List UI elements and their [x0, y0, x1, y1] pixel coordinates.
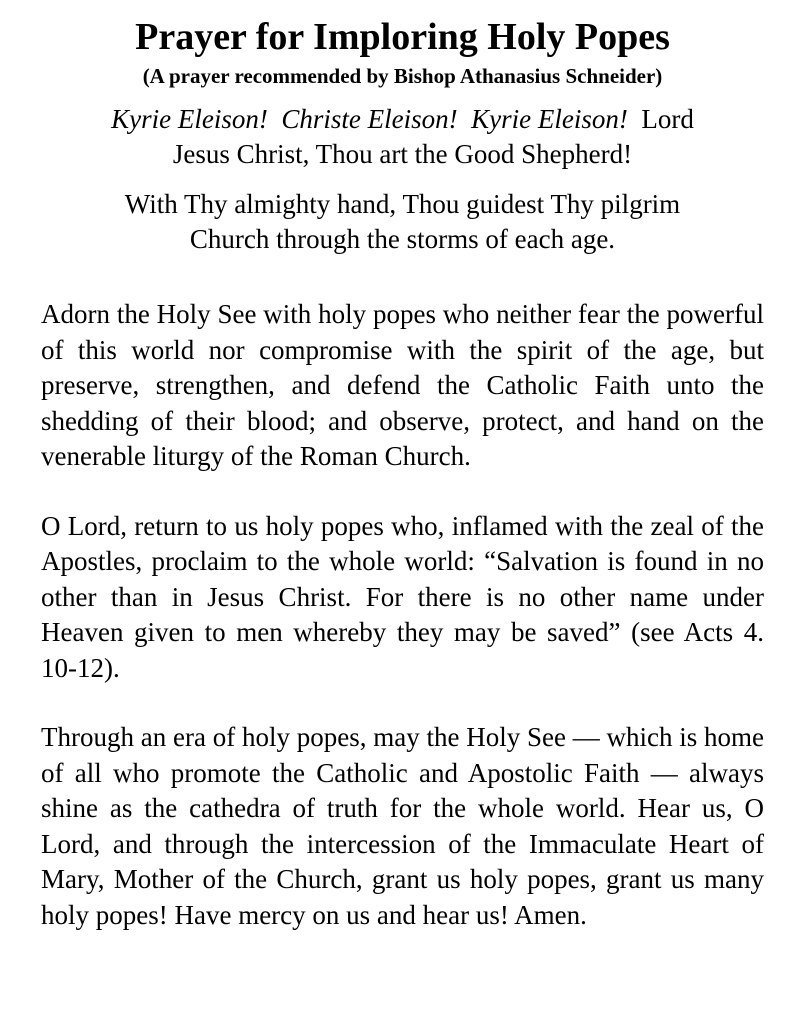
kyrie-eleison-text: Kyrie Eleison!	[111, 104, 268, 134]
page-subtitle: (A prayer recommended by Bishop Athanasius Schneider)	[142, 64, 663, 88]
kyrie-eleison-text-2: Kyrie Eleison!	[471, 104, 628, 134]
intro-petition	[41, 187, 764, 257]
intro-line-2: Jesus Christ, Thou art the Good Shepherd!	[172, 139, 633, 169]
intro2-line-2: Church through the storms of each age.	[189, 224, 616, 254]
paragraph-return: O Lord, return to us holy popes who, inflamed with the zeal of the Apostles, proclaim to the whole world: “Salvation is found in no other than in Jesus Christ. For there is no other name under Heaven given to men whereby they may be saved” (see Acts 4. 10-12).	[41, 510, 764, 683]
intro2-line-1: With Thy almighty hand, Thou guidest Thy pilgrim	[124, 189, 681, 219]
intro-line-1-rest: Lord	[641, 104, 694, 134]
intro-invocation	[41, 102, 764, 172]
paragraph-adorn: Adorn the Holy See with holy popes who neither fear the powerful of this world nor compromise with the spirit of the age, but preserve, strengthen, and defend the Catholic Faith unto the shedding of their blood; and observe, protect, and hand on the venerable liturgy of the Roman Church.	[41, 299, 764, 471]
paragraph-era: Through an era of holy popes, may the Holy See — which is home of all who promote the Catholic and Apostolic Faith — always shine as the cathedra of truth for the whole world. Hear us, O Lord, and through the intercession of the Immaculate Heart of Mary, Mother of the Church, grant us holy popes, grant us many holy popes! Have mercy on us and hear us! Amen.	[41, 722, 764, 930]
christe-eleison-text: Christe Eleison!	[281, 104, 458, 134]
page-title: Prayer for Imploring Holy Popes	[135, 16, 670, 58]
